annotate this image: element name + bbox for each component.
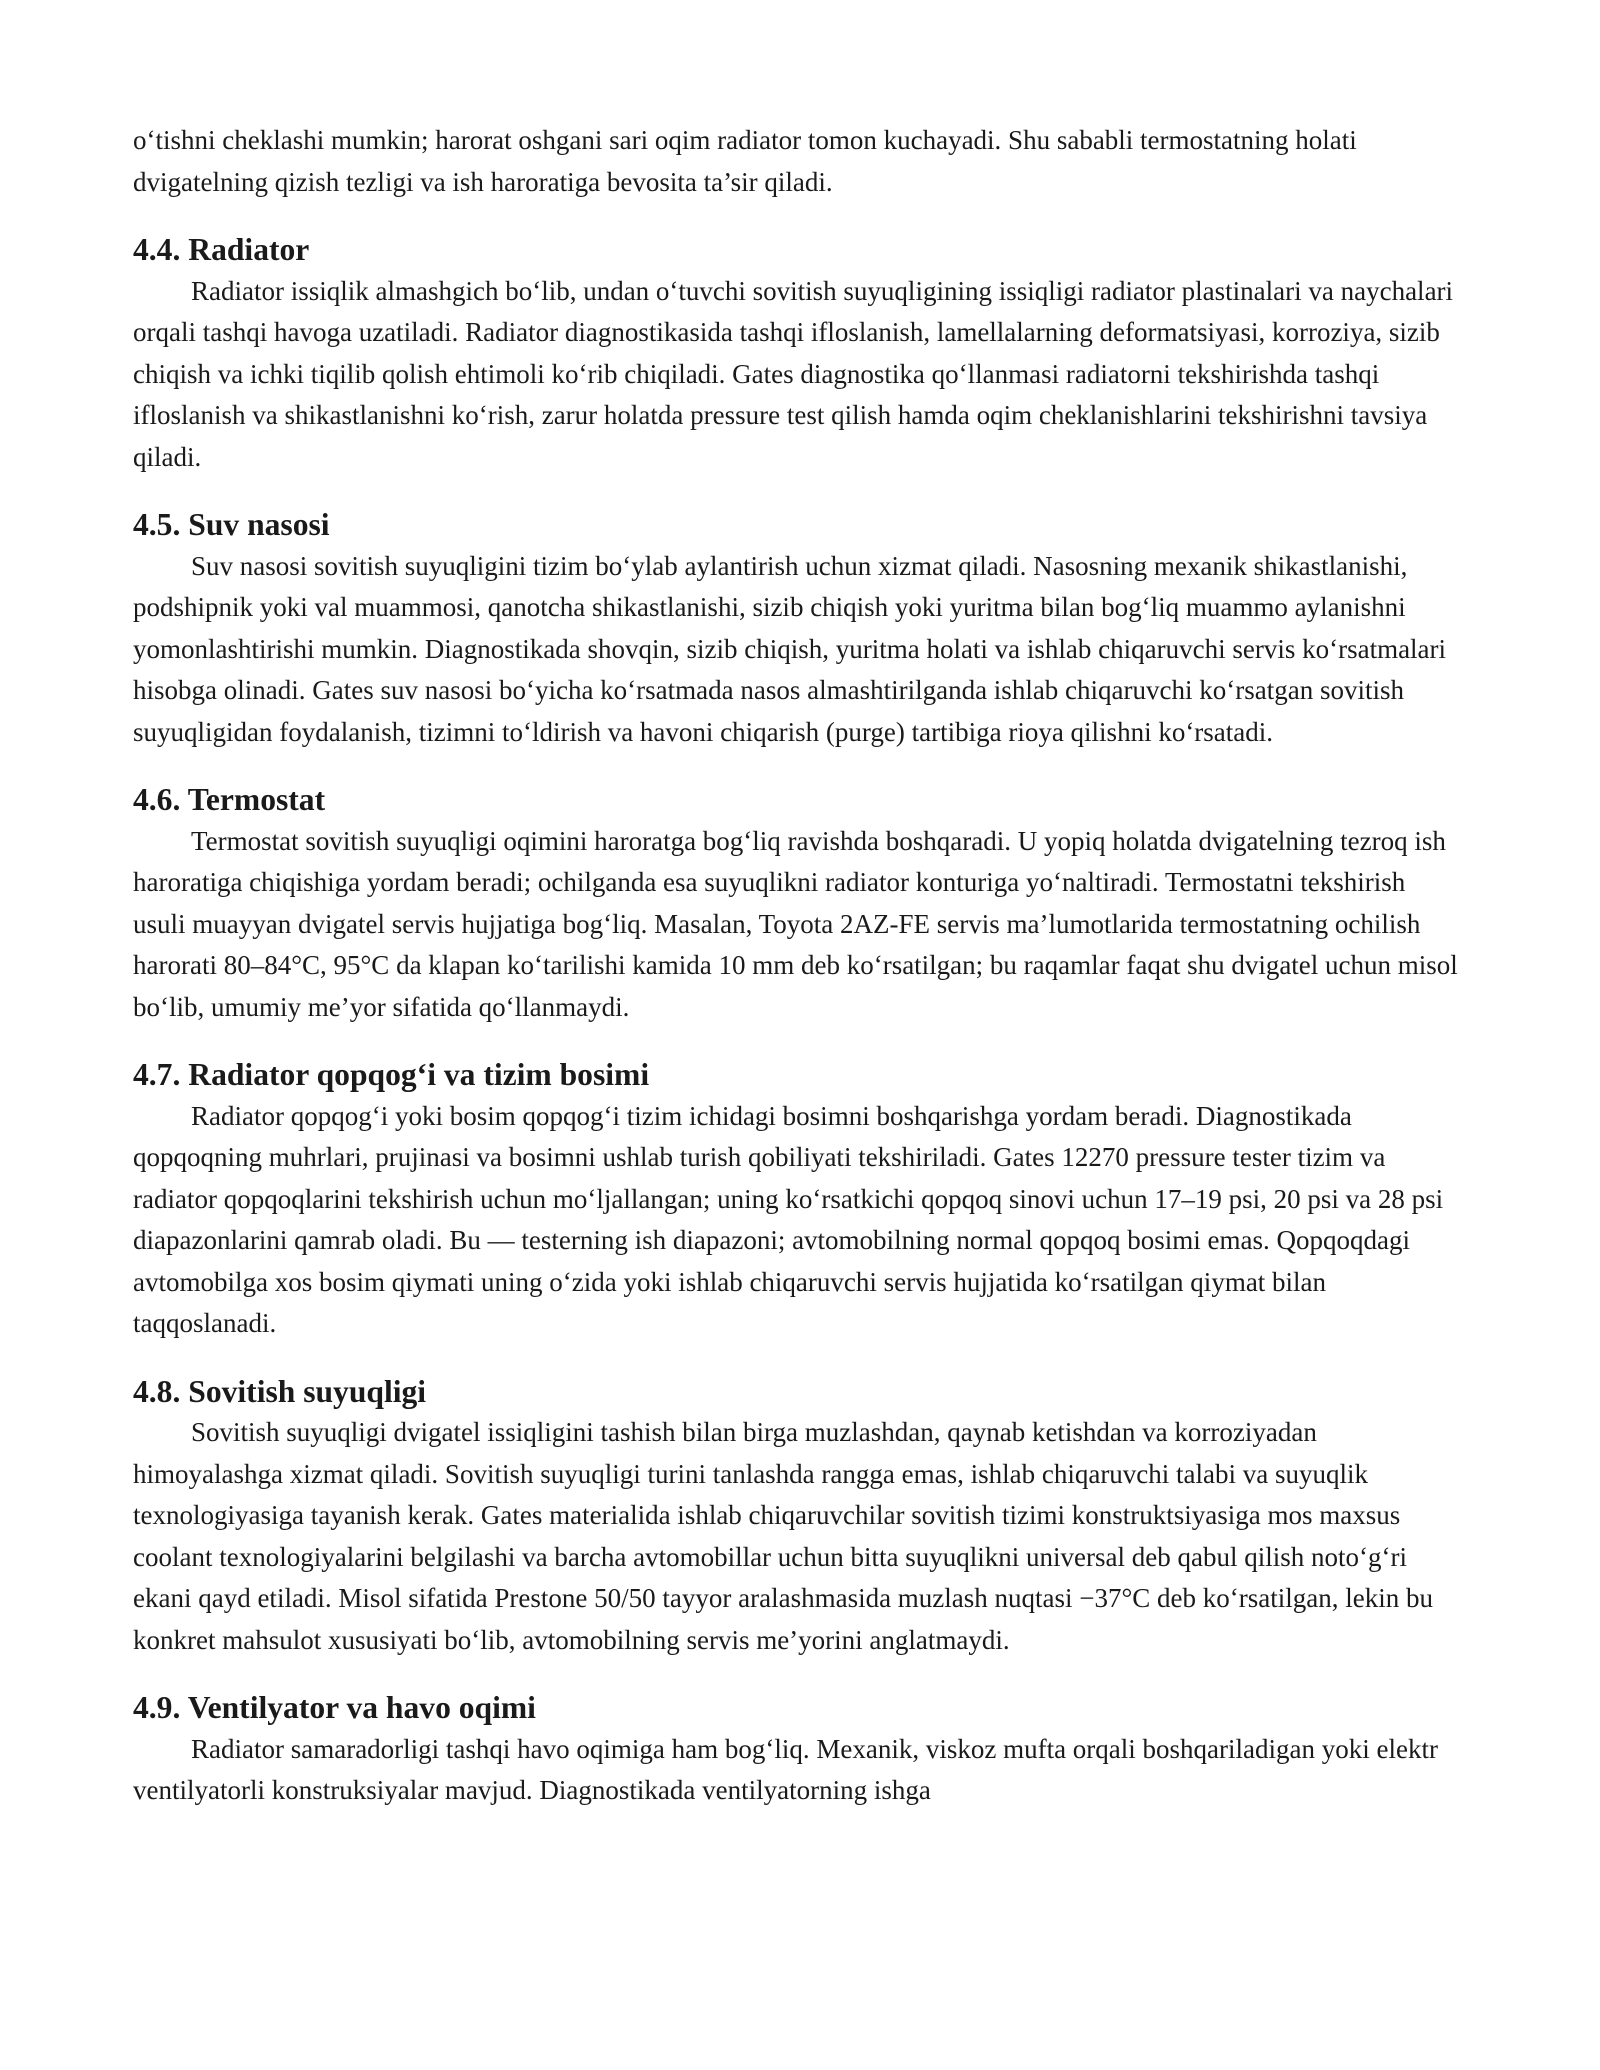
section-paragraph: Radiator qopqog‘i yoki bosim qopqog‘i tizim ichidagi bosimni boshqarishga yordam beradi. Diagnostikada qopqoqning muhrlari, prujinasi va bosimni ushlab turish qobiliyati tekshiriladi. Gates 12270 pressure tester tizim va radiator qopqoqlarini tekshirish uchun mo‘ljallangan; uning ko‘rsatkichi qopqoq sinovi uchun 17–19 psi, 20 psi va 28 psi diapazonlarini qamrab oladi. Bu — testerning ish diapazoni; avtomobilning normal qopqoq bosimi emas. Qopqoqdagi avtomobilga xos bosim qiymati uning o‘zida yoki ishlab chiqaruvchi servis hujjatida ko‘rsatilgan qiymat bilan taqqoslanadi.: [133, 1100, 1444, 1338]
document-page: [133, 120, 1463, 1812]
section-paragraph: Suv nasosi sovitish suyuqligini tizim bo‘ylab aylantirish uchun xizmat qiladi. Nasosning mexanik shikastlanishi, podshipnik yoki val muammosi, qanotcha shikastlanishi, sizib chiqish yoki yuritma bilan bog‘liq muammo aylanishni yomonlashtirishi mumkin. Diagnostikada shovqin, sizib chiqish, yuritma holati va ishlab chiqaruvchi servis ko‘rsatmalari hisobga olinadi. Gates suv nasosi bo‘yicha ko‘rsatmada nasos almashtirilganda ishlab chiqaruvchi ko‘rsatgan sovitish suyuqligidan foydalanish, tizimni to‘ldirish va havoni chiqarish (purge) tartibiga rioya qilishni ko‘rsatadi.: [133, 550, 1447, 747]
section-heading: 4.5. Suv nasosi: [133, 507, 330, 542]
section-heading: 4.8. Sovitish suyuqligi: [133, 1373, 427, 1409]
section-paragraph: Radiator issiqlik almashgich bo‘lib, undan o‘tuvchi sovitish suyuqligining issiqligi radiator plastinalari va naychalari orqali tashqi havoga uzatiladi. Radiator diagnostikasida tashqi ifloslanish, lamellalarning deformatsiyasi, korroziya, sizib chiqish va ichki tiqilib qolish ehtimoli ko‘rib chiqiladi. Gates diagnostika qo‘llanmasi radiatorni tekshirishda tashqi ifloslanish va shikastlanishni ko‘rish, zarur holatda pressure test qilish hamda oqim cheklanishlarini tekshirishni tavsiya qiladi.: [133, 275, 1454, 472]
section-thermostat: [133, 779, 1463, 1028]
section-water-pump: [133, 504, 1463, 753]
section-coolant: [133, 1371, 1463, 1662]
intro-paragraph: o‘tishni cheklashi mumkin; harorat oshgani sari oqim radiator tomon kuchayadi. Shu sababli termostatning holati dvigatelning qizish tezligi va ish haroratiga bevosita ta’sir qiladi.: [133, 125, 1357, 197]
section-paragraph: Sovitish suyuqligi dvigatel issiqligini tashish bilan birga muzlashdan, qaynab ketishdan va korroziyadan himoyalashga xizmat qiladi. Sovitish suyuqligi turini tanlashda rangga emas, ishlab chiqaruvchi talabi va suyuqlik texnologiyasiga tayanish kerak. Gates materialida ishlab chiqaruvchilar sovitish tizimi konstruktsiyasiga mos maxsus coolant texnologiyalarini belgilashi va barcha avtomobillar uchun bitta suyuqlikni universal deb qabul qilish noto‘g‘ri ekani qayd etiladi. Misol sifatida Prestone 50/50 tayyor aralashmasida muzlash nuqtasi −37°C deb ko‘rsatilgan, lekin bu konkret mahsulot xususiyati bo‘lib, avtomobilning servis me’yorini anglatmaydi.: [133, 1417, 1433, 1655]
section-heading: 4.9. Ventilyator va havo oqimi: [133, 1690, 536, 1725]
section-radiator-cap: [133, 1054, 1463, 1345]
section-radiator: [133, 229, 1463, 478]
section-heading: 4.4. Radiator: [133, 232, 310, 267]
section-paragraph: Termostat sovitish suyuqligi oqimini haroratga bog‘liq ravishda boshqaradi. U yopiq holatda dvigatelning tezroq ish haroratiga chiqishiga yordam beradi; ochilganda esa suyuqlikni radiator konturiga yo‘naltiradi. Termostatni tekshirish usuli muayyan dvigatel servis hujjatiga bog‘liq. Masalan, Toyota 2AZ-FE servis ma’lumotlarida termostatning ochilish harorati 80–84°C, 95°C da klapan ko‘tarilishi kamida 10 mm deb ko‘rsatilgan; bu raqamlar faqat shu dvigatel uchun misol bo‘lib, umumiy me’yor sifatida qo‘llanmaydi.: [133, 825, 1458, 1022]
section-heading: 4.6. Termostat: [133, 782, 326, 817]
section-paragraph: Radiator samaradorligi tashqi havo oqimiga ham bog‘liq. Mexanik, viskoz mufta orqali boshqariladigan yoki elektr ventilyatorli konstruksiyalar mavjud. Diagnostikada ventilyatorning ishga: [133, 1733, 1438, 1805]
section-heading: 4.7. Radiator qopqog‘i va tizim bosimi: [133, 1057, 650, 1092]
section-fan-airflow: [133, 1687, 1463, 1812]
